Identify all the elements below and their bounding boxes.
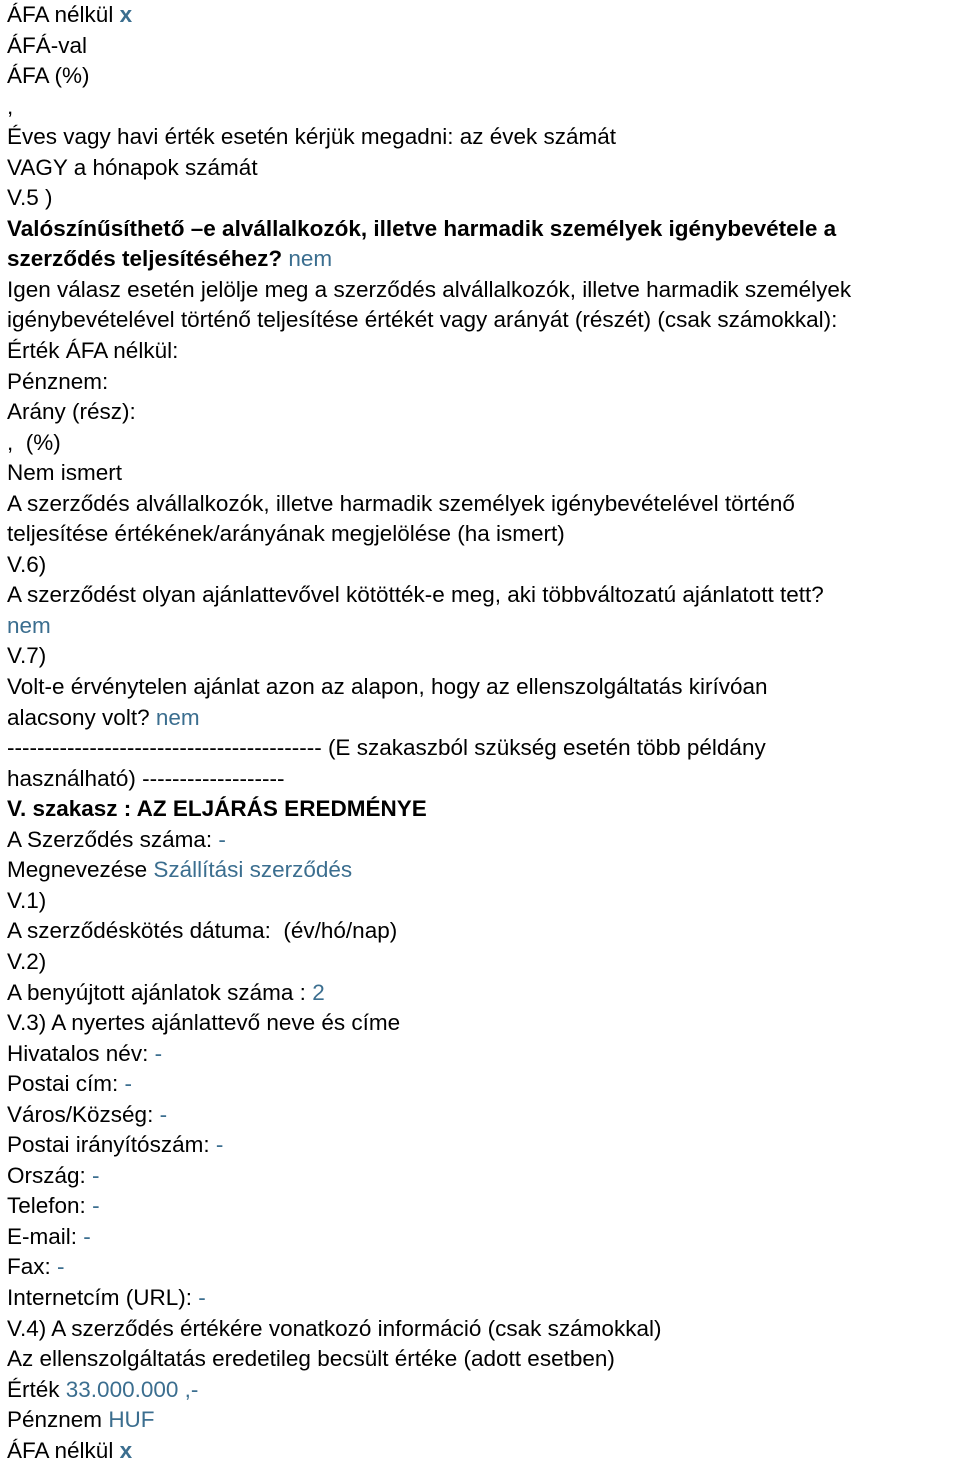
- text-line: [7, 153, 960, 184]
- text-segment: VAGY a hónapok számát: [7, 154, 258, 180]
- text-line: [7, 764, 960, 795]
- text-line: [7, 825, 960, 856]
- text-segment: Telefon:: [7, 1193, 93, 1219]
- field-value: -: [159, 1101, 168, 1127]
- text-line: [7, 1222, 960, 1253]
- text-line: [7, 244, 960, 275]
- text-line: [7, 183, 960, 214]
- text-segment: ------------------------------------------ (E szakaszból szükség esetén több példány: [7, 735, 766, 761]
- field-value: x: [119, 2, 133, 27]
- text-segment: V.5 ): [7, 185, 53, 211]
- text-line: [7, 1436, 960, 1466]
- text-line: [7, 978, 960, 1009]
- text-segment: Érték ÁFA nélkül:: [7, 338, 179, 364]
- text-segment: teljesítése értékének/arányának megjelölése (ha ismert): [7, 521, 565, 547]
- text-line: [7, 305, 960, 336]
- text-line: [7, 947, 960, 978]
- field-value: 2: [312, 979, 325, 1005]
- text-line: [7, 31, 960, 62]
- text-segment: Hivatalos név:: [7, 1040, 155, 1066]
- field-value: HUF: [108, 1407, 155, 1433]
- field-value: -: [218, 826, 226, 852]
- text-line: [7, 611, 960, 642]
- text-segment: Érték: [7, 1376, 66, 1402]
- field-value: nem: [288, 246, 333, 272]
- field-value: -: [92, 1193, 100, 1219]
- text-line: [7, 1161, 960, 1192]
- text-line: [7, 336, 960, 367]
- text-segment: Nem ismert: [7, 460, 123, 486]
- field-value: -: [215, 1132, 224, 1158]
- text-segment: Volt-e érvénytelen ajánlat azon az alapon, hogy az ellenszolgáltatás kirívóan: [7, 674, 768, 700]
- field-value: 33.000.000 ,-: [65, 1376, 199, 1402]
- text-line: [7, 580, 960, 611]
- text-segment: Postai cím:: [7, 1071, 125, 1097]
- text-line: [7, 1039, 960, 1070]
- text-segment: E-mail:: [7, 1223, 84, 1249]
- text-segment: , (%): [7, 429, 61, 455]
- text-segment: A szerződéskötés dátuma: (év/hó/nap): [7, 918, 398, 944]
- text-segment: Postai irányítószám:: [7, 1132, 216, 1158]
- field-value: nem: [155, 704, 200, 730]
- text-segment: Pénznem: [7, 1407, 109, 1433]
- text-segment: A benyújtott ajánlatok száma :: [7, 979, 313, 1005]
- text-segment: A szerződést olyan ajánlattevővel kötötték-e meg, aki többváltozatú ajánlatott tett?: [7, 582, 824, 608]
- text-line: [7, 367, 960, 398]
- text-segment: Internetcím (URL):: [7, 1284, 199, 1310]
- text-line: [7, 886, 960, 917]
- text-segment: Éves vagy havi érték esetén kérjük megadni: az évek számát: [7, 124, 617, 150]
- text-line: [7, 1130, 960, 1161]
- text-line: [7, 1314, 960, 1345]
- text-line: [7, 214, 960, 245]
- text-line: [7, 703, 960, 734]
- text-line: [7, 1283, 960, 1314]
- text-segment: Megnevezése: [7, 857, 154, 883]
- text-segment: V.2): [7, 948, 47, 974]
- text-line: [7, 122, 960, 153]
- text-line: [7, 641, 960, 672]
- text-segment: használható) -------------------: [7, 765, 285, 791]
- text-segment: V. szakasz : AZ ELJÁRÁS EREDMÉNYE: [7, 796, 427, 822]
- text-segment: Az ellenszolgáltatás eredetileg becsült értéke (adott esetben): [7, 1346, 615, 1372]
- text-line: [7, 794, 960, 825]
- text-segment: ÁFÁ-val: [7, 32, 88, 58]
- text-segment: Igen válasz esetén jelölje meg a szerződés alvállalkozók, illetve harmadik személyek: [7, 276, 852, 302]
- text-segment: Pénznem:: [7, 368, 109, 394]
- text-segment: ÁFA nélkül: [7, 1437, 120, 1463]
- text-segment: V.1): [7, 887, 47, 913]
- text-line: [7, 672, 960, 703]
- text-line: [7, 550, 960, 581]
- field-value: nem: [7, 612, 51, 638]
- field-value: -: [124, 1071, 133, 1097]
- field-value: Szállítási szerződés: [153, 857, 353, 883]
- text-segment: Arány (rész):: [7, 399, 136, 425]
- text-segment: Város/Község:: [7, 1101, 160, 1127]
- text-line: [7, 1100, 960, 1131]
- text-segment: szerződés teljesítéséhez?: [7, 246, 289, 272]
- text-line: [7, 916, 960, 947]
- text-line: [7, 61, 960, 92]
- text-segment: A szerződés alvállalkozók, illetve harmadik személyek igénybevételével történő: [7, 490, 795, 516]
- text-segment: ,: [7, 93, 14, 119]
- text-line: [7, 1252, 960, 1283]
- field-value: -: [154, 1040, 163, 1066]
- field-value: -: [57, 1254, 65, 1280]
- text-segment: V.6): [7, 551, 47, 577]
- text-line: [7, 458, 960, 489]
- text-line: [7, 1405, 960, 1436]
- text-segment: A Szerződés száma:: [7, 826, 219, 852]
- text-line: [7, 1069, 960, 1100]
- text-line: [7, 1191, 960, 1222]
- text-segment: Ország:: [7, 1162, 93, 1188]
- text-line: [7, 733, 960, 764]
- text-segment: V.7): [7, 643, 47, 669]
- field-value: x: [119, 1437, 133, 1463]
- text-segment: Valószínűsíthető –e alvállalkozók, illetve harmadik személyek igénybevétele a: [7, 215, 837, 241]
- text-segment: igénybevételével történő teljesítése értékét vagy arányát (részét) (csak számokkal):: [7, 307, 838, 333]
- text-line: [7, 92, 960, 123]
- field-value: -: [83, 1223, 91, 1249]
- field-value: -: [92, 1162, 100, 1188]
- text-line: [7, 1375, 960, 1406]
- text-line: [7, 1008, 960, 1039]
- text-line: [7, 519, 960, 550]
- text-segment: alacsony volt?: [7, 704, 156, 730]
- text-line: [7, 397, 960, 428]
- text-line: [7, 489, 960, 520]
- text-segment: ÁFA nélkül: [7, 2, 120, 27]
- text-line: [7, 1344, 960, 1375]
- text-segment: V.4) A szerződés értékére vonatkozó információ (csak számokkal): [7, 1315, 662, 1341]
- text-segment: V.3) A nyertes ajánlattevő neve és címe: [7, 1010, 401, 1036]
- text-line: [7, 855, 960, 886]
- field-value: -: [198, 1284, 206, 1310]
- text-segment: Fax:: [7, 1254, 58, 1280]
- text-line: [7, 428, 960, 459]
- text-line: [7, 275, 960, 306]
- text-line: [7, 0, 960, 31]
- text-segment: ÁFA (%): [7, 63, 90, 89]
